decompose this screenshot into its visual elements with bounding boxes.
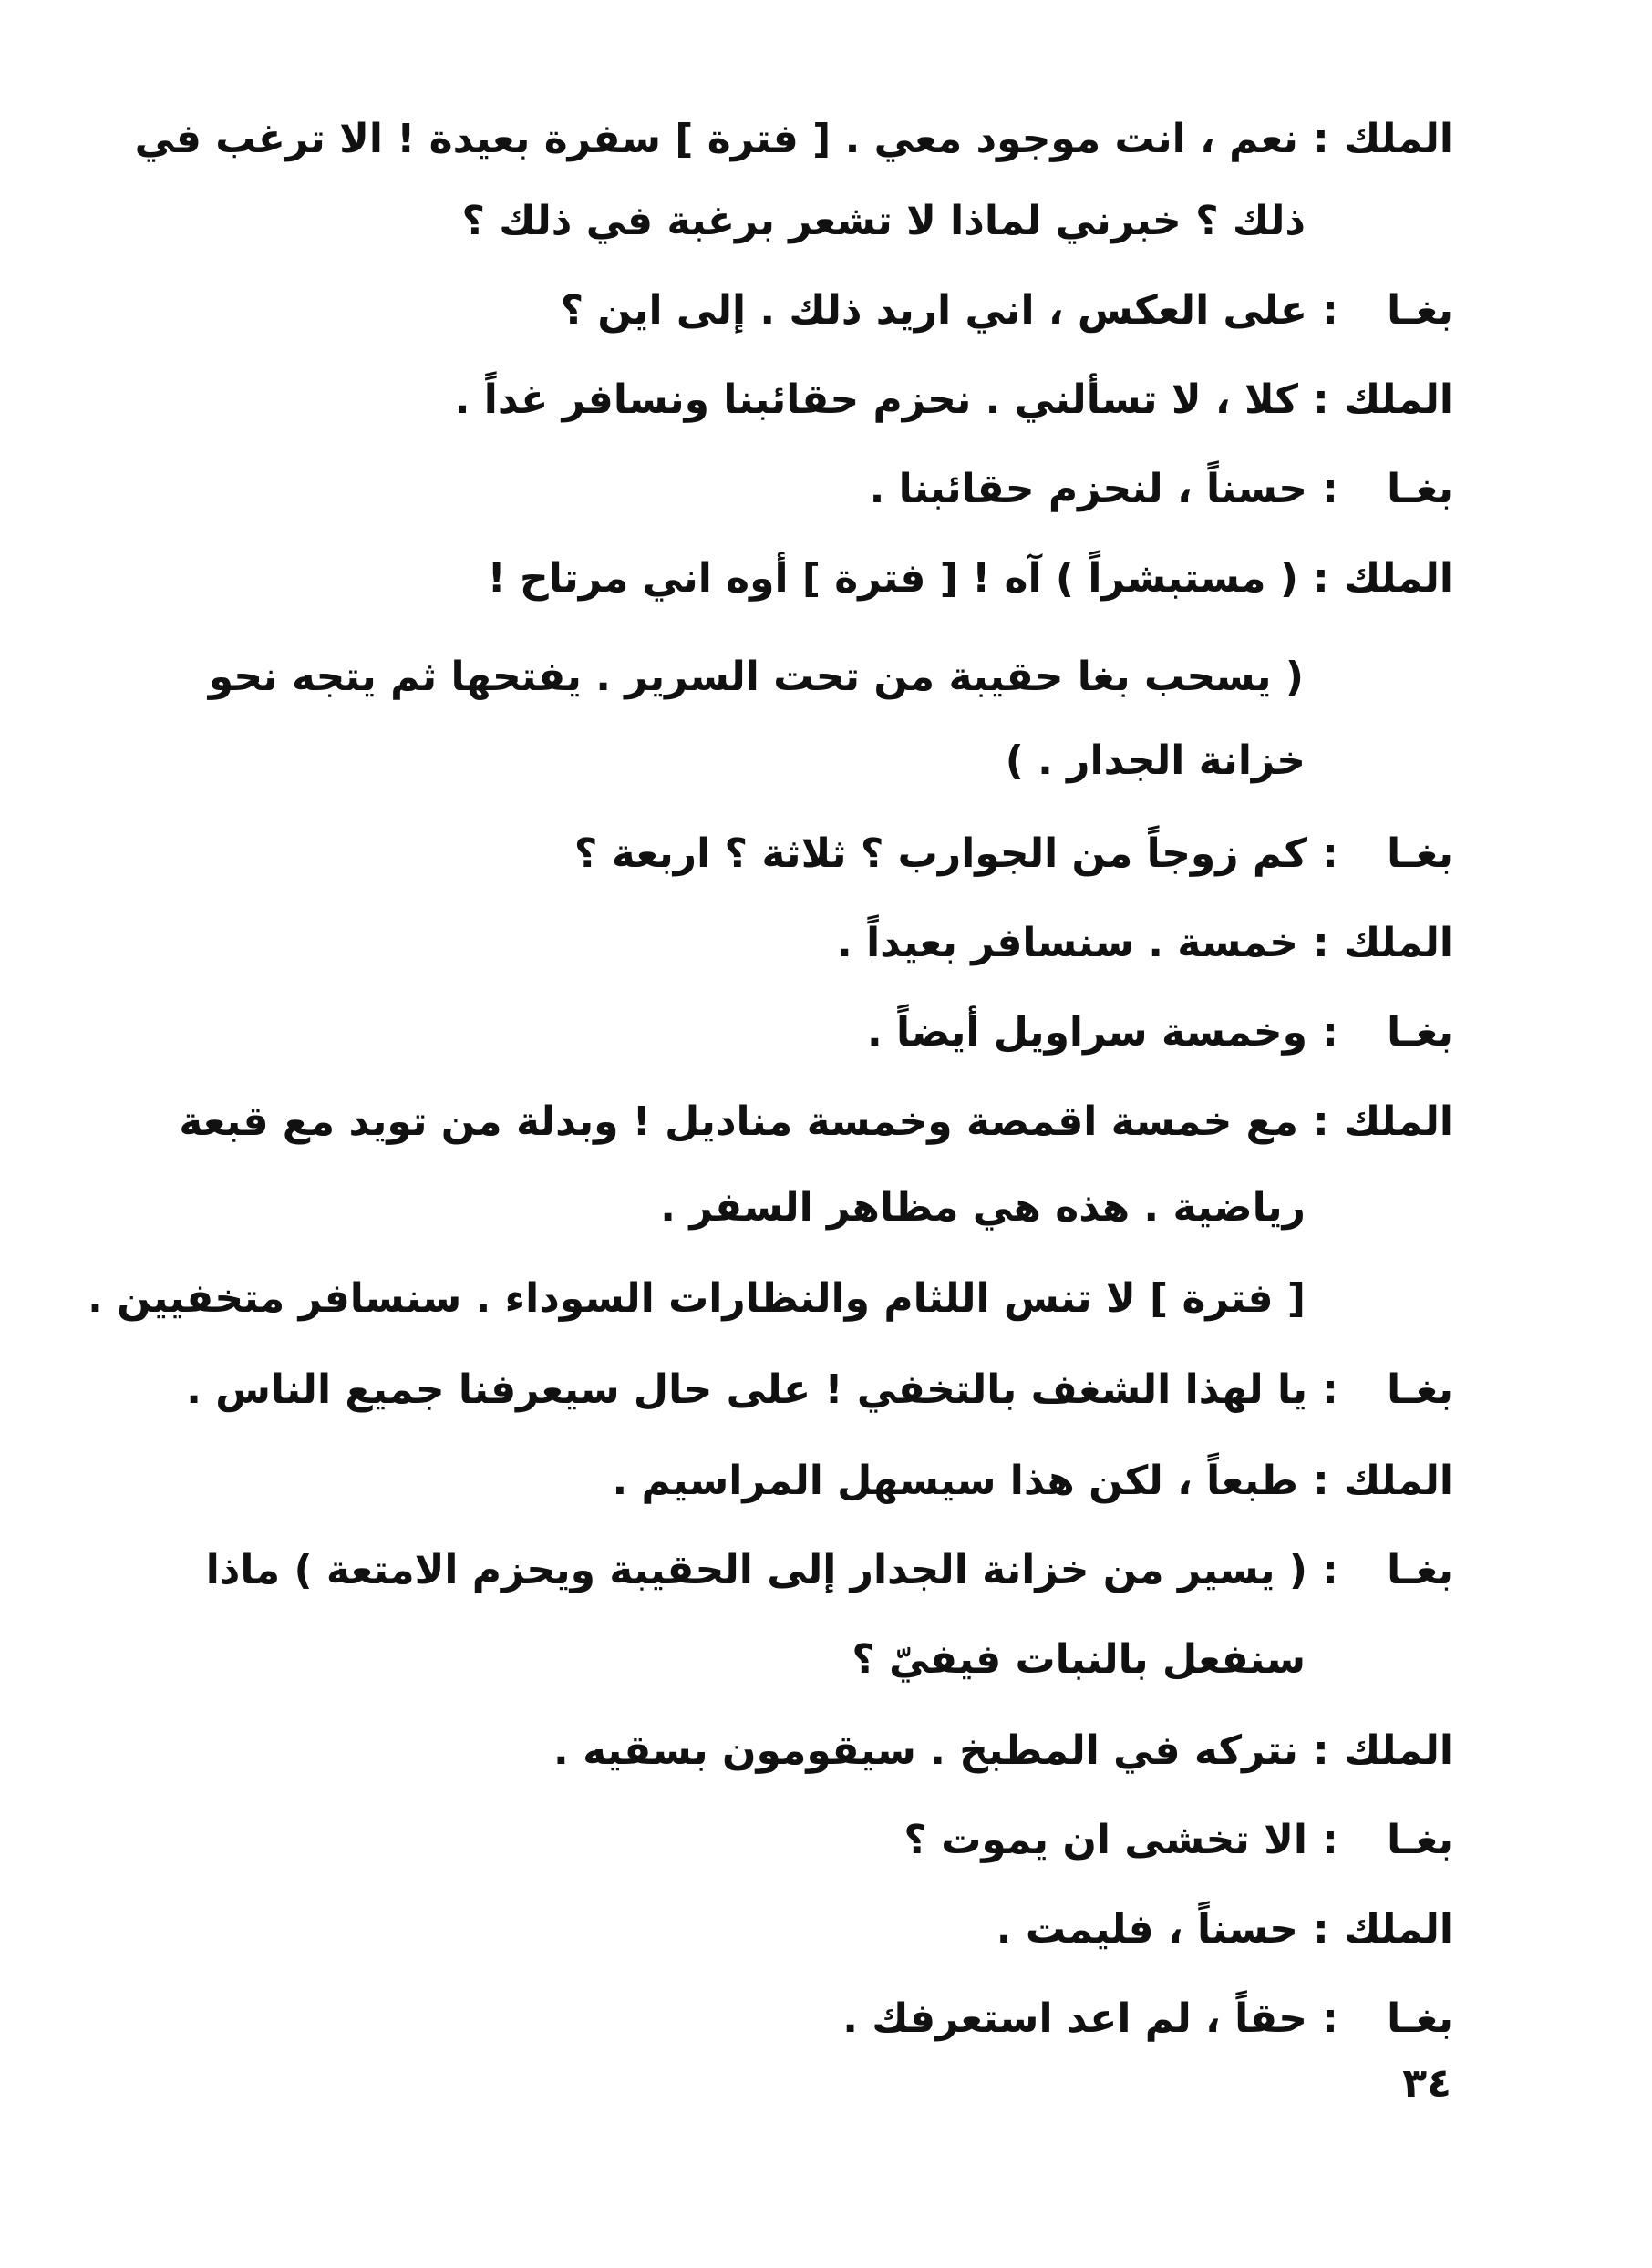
speaker-name: بغـا (1387, 830, 1453, 877)
dialogue-text: [ فترة ] لا تنس اللثام والنظارات السوداء . سنسافر متخفيين . (88, 1275, 1306, 1322)
speaker-name: الملك (1343, 555, 1453, 602)
dialogue-text: سنفعل بالنبات فيفيّ ؟ (852, 1636, 1306, 1683)
stage-direction-text: ( يسحب بغا حقيبة من تحت السرير . يفتحها ثم يتجه نحو (208, 654, 1304, 700)
dialogue-line (182, 902, 1453, 985)
speaker-name: الملك (1343, 920, 1453, 966)
colon-separator: : (1322, 1995, 1338, 2042)
colon-separator: : (1313, 116, 1329, 162)
dialogue-text: على العكس ، اني اريد ذلك . إلى اين ؟ (560, 287, 1307, 334)
colon-separator: : (1313, 376, 1329, 423)
dialogue-line (182, 1440, 1453, 1522)
dialogue-text: نعم ، انت موجود معي . [ فترة ] سفرة بعيدة ! الا ترغب في (134, 116, 1298, 162)
colon-separator: : (1313, 1906, 1329, 1953)
colon-separator: : (1322, 466, 1338, 512)
dialogue-text: خمسة . سنسافر بعيداً . (837, 920, 1298, 966)
dialogue-line (182, 270, 1453, 352)
dialogue-line (182, 813, 1453, 895)
colon-separator: : (1313, 555, 1329, 602)
dialogue-continuation (182, 180, 1306, 263)
dialogue-continuation (182, 1619, 1306, 1701)
speaker-name: بغـا (1387, 466, 1453, 512)
speaker-name: بغـا (1387, 1009, 1453, 1056)
speaker-name: الملك (1343, 116, 1453, 162)
colon-separator: : (1313, 1098, 1329, 1145)
dialogue-line (182, 1889, 1453, 1971)
dialogue-continuation (182, 1167, 1306, 1249)
dialogue-line (182, 538, 1453, 620)
dialogue-text: الا تخشى ان يموت ؟ (903, 1817, 1307, 1863)
colon-separator: : (1322, 287, 1338, 334)
colon-separator: : (1313, 1458, 1329, 1504)
dialogue-line (182, 1978, 1453, 2060)
stage-direction (182, 636, 1304, 718)
dialogue-continuation (88, 1258, 1306, 1340)
dialogue-text: نتركه في المطبخ . سيقومون بسقيه . (553, 1727, 1298, 1774)
speaker-name: بغـا (1387, 1366, 1453, 1413)
stage-direction-text: خزانة الجدار . ) (1005, 737, 1306, 784)
dialogue-line (182, 1349, 1453, 1431)
colon-separator: : (1322, 1547, 1338, 1593)
dialogue-text: حقاً ، لم اعد استعرفك . (842, 1995, 1307, 2042)
dialogue-line (182, 1710, 1453, 1792)
page-number: ٣٤ (1402, 2060, 1451, 2107)
speaker-name: الملك (1343, 376, 1453, 423)
dialogue-text: يا لهذا الشغف بالتخفي ! على حال سيعرفنا جميع الناس . (186, 1366, 1307, 1413)
dialogue-text: كلا ، لا تسألني . نحزم حقائبنا ونسافر غداً . (454, 376, 1298, 423)
dialogue-line (134, 98, 1453, 180)
colon-separator: : (1322, 1009, 1338, 1056)
dialogue-line (182, 448, 1453, 531)
speaker-name: بغـا (1387, 1547, 1453, 1593)
speaker-name: بغـا (1387, 287, 1453, 334)
speaker-name: الملك (1343, 1458, 1453, 1504)
dialogue-text: مع خمسة اقمصة وخمسة مناديل ! وبدلة من تويد مع قبعة (179, 1098, 1298, 1145)
stage-direction (182, 720, 1306, 802)
dialogue-line (179, 1081, 1453, 1163)
dialogue-text: ذلك ؟ خبرني لماذا لا تشعر برغبة في ذلك ؟ (461, 198, 1306, 244)
speaker-name: الملك (1343, 1727, 1453, 1774)
dialogue-text: ( مستبشراً ) آه ! [ فترة ] أوه اني مرتاح ! (487, 555, 1298, 602)
colon-separator: : (1322, 1817, 1338, 1863)
dialogue-line (182, 1530, 1453, 1612)
dialogue-text: ( يسير من خزانة الجدار إلى الحقيبة ويحزم الامتعة ) ماذا (205, 1547, 1307, 1593)
colon-separator: : (1313, 1727, 1329, 1774)
speaker-name: الملك (1343, 1098, 1453, 1145)
colon-separator: : (1322, 1366, 1338, 1413)
dialogue-text: كم زوجاً من الجوارب ؟ ثلاثة ؟ اربعة ؟ (573, 830, 1307, 877)
dialogue-text: طبعاً ، لكن هذا سيسهل المراسيم . (612, 1458, 1298, 1504)
dialogue-text: حسناً ، فليمت . (996, 1906, 1298, 1953)
dialogue-line (182, 1799, 1453, 1881)
dialogue-line (182, 359, 1453, 441)
dialogue-text: حسناً ، لنحزم حقائبنا . (869, 466, 1307, 512)
speaker-name: الملك (1343, 1906, 1453, 1953)
dialogue-text: رياضية . هذه هي مظاهر السفر . (660, 1184, 1306, 1231)
speaker-name: بغـا (1387, 1817, 1453, 1863)
dialogue-text: وخمسة سراويل أيضاً . (866, 1009, 1307, 1056)
colon-separator: : (1322, 830, 1338, 877)
speaker-name: بغـا (1387, 1995, 1453, 2042)
colon-separator: : (1313, 920, 1329, 966)
dialogue-line (182, 992, 1453, 1074)
